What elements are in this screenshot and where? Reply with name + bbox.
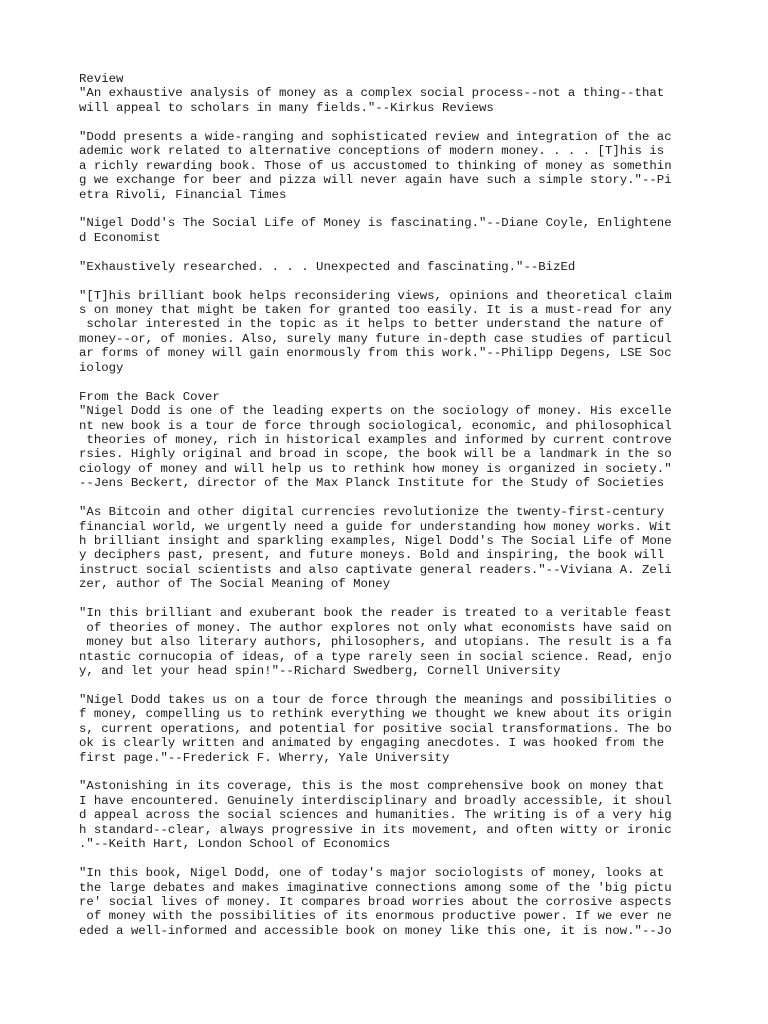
text-line: --Jens Beckert, director of the Max Planck Institute for the Study of Societies bbox=[79, 476, 665, 491]
text-line: money--or, of monies. Also, surely many future in-depth case studies of particul bbox=[79, 331, 672, 346]
text-line: rsies. Highly original and broad in scope, the book will be a landmark in the so bbox=[79, 447, 672, 462]
text-line: ntastic cornucopia of ideas, of a type rarely seen in social science. Read, enjo bbox=[79, 649, 672, 664]
document-body bbox=[79, 72, 699, 953]
text-line: s, current operations, and potential for positive social transformations. The bo bbox=[79, 721, 672, 736]
text-line: first page."--Frederick F. Wherry, Yale University bbox=[79, 750, 450, 765]
paragraph-zelizer-review bbox=[79, 505, 699, 592]
text-line: ar forms of money will gain enormously from this work."--Philipp Degens, LSE Soc bbox=[79, 346, 672, 361]
paragraph-financial-times-review bbox=[79, 130, 699, 202]
text-line: the large debates and makes imaginative connections among some of the 'big pictu bbox=[79, 880, 672, 895]
text-line: "[T]his brilliant book helps reconsidering views, opinions and theoretical claim bbox=[79, 288, 672, 303]
text-line: I have encountered. Genuinely interdisciplinary and broadly accessible, it shoul bbox=[79, 793, 672, 808]
text-line: s on money that might be taken for granted too easily. It is a must-read for any bbox=[79, 303, 672, 317]
paragraph-coyle-review bbox=[79, 216, 699, 245]
text-line: "Nigel Dodd takes us on a tour de force through the meanings and possibilities o bbox=[79, 692, 672, 707]
text-line: ciology of money and will help us to rethink how money is organized in society." bbox=[79, 461, 672, 476]
text-line: "As Bitcoin and other digital currencies revolutionize the twenty-first-century bbox=[79, 505, 665, 520]
paragraph-swedberg-review bbox=[79, 606, 699, 678]
paragraph-wherry-review bbox=[79, 693, 699, 765]
text-line: instruct social scientists and also captivate general readers."--Viviana A. Zeli bbox=[79, 562, 672, 577]
text-line: ok is clearly written and animated by engaging anecdotes. I was hooked from the bbox=[79, 736, 665, 751]
text-line: "In this book, Nigel Dodd, one of today's major sociologists of money, looks at bbox=[79, 866, 665, 881]
text-line: "Astonishing in its coverage, this is the most comprehensive book on money that bbox=[79, 779, 665, 794]
text-line: will appeal to scholars in many fields."--Kirkus Reviews bbox=[79, 100, 494, 115]
text-line: d Economist bbox=[79, 230, 161, 245]
text-line: g we exchange for beer and pizza will never again have such a simple story."--Pi bbox=[79, 173, 672, 188]
text-line: h standard--clear, always progressive in its movement, and often witty or ironic bbox=[79, 822, 672, 837]
text-line: nt new book is a tour de force through sociological, economic, and philosophical bbox=[79, 418, 672, 433]
paragraph-bized-review bbox=[79, 260, 699, 274]
text-line: of money with the possibilities of its enormous productive power. If we ever ne bbox=[79, 909, 672, 924]
text-line: "An exhaustive analysis of money as a complex social process--not a thing--that bbox=[79, 86, 665, 101]
text-line: d appeal across the social sciences and humanities. The writing is of a very hig bbox=[79, 808, 672, 823]
text-line: y, and let your head spin!"--Richard Swedberg, Cornell University bbox=[79, 663, 561, 678]
text-line: money but also literary authors, philosophers, and utopians. The result is a fa bbox=[79, 635, 672, 650]
text-line: ademic work related to alternative conceptions of modern money. . . . [T]his is bbox=[79, 144, 665, 159]
text-line: "Dodd presents a wide-ranging and sophisticated review and integration of the ac bbox=[79, 129, 672, 144]
text-line: of theories of money. The author explores not only what economists have said on bbox=[79, 620, 672, 635]
text-line: "Exhaustively researched. . . . Unexpected and fascinating."--BizEd bbox=[79, 259, 576, 274]
text-line: theories of money, rich in historical examples and informed by current controve bbox=[79, 432, 672, 447]
text-line: etra Rivoli, Financial Times bbox=[79, 187, 287, 202]
text-line: financial world, we urgently need a guide for understanding how money works. Wit bbox=[79, 519, 672, 534]
text-line: "In this brilliant and exuberant book the reader is treated to a veritable feast bbox=[79, 606, 672, 621]
paragraph-final-review bbox=[79, 866, 699, 938]
text-line: eded a well-informed and accessible book on money like this one, it is now."--Jo bbox=[79, 923, 672, 938]
text-line: zer, author of The Social Meaning of Money bbox=[79, 577, 391, 592]
text-line: Review bbox=[79, 72, 124, 86]
text-line: iology bbox=[79, 360, 124, 375]
text-line: scholar interested in the topic as it helps to better understand the nature of bbox=[79, 317, 665, 332]
text-line: "Nigel Dodd's The Social Life of Money is fascinating."--Diane Coyle, Enlightene bbox=[79, 216, 672, 231]
paragraph-degens-review bbox=[79, 289, 699, 376]
text-line: ."--Keith Hart, London School of Economics bbox=[79, 837, 391, 852]
paragraph-kirkus-review bbox=[79, 72, 699, 115]
text-line: a richly rewarding book. Those of us accustomed to thinking of money as somethin bbox=[79, 158, 672, 173]
text-line: f money, compelling us to rethink everything we thought we knew about its origin bbox=[79, 707, 672, 722]
text-line: re' social lives of money. It compares broad worries about the corrosive aspects bbox=[79, 894, 672, 909]
text-line: h brilliant insight and sparkling examples, Nigel Dodd's The Social Life of Mone bbox=[79, 534, 672, 548]
text-line: y deciphers past, present, and future moneys. Bold and inspiring, the book will bbox=[79, 548, 665, 563]
paragraph-hart-review bbox=[79, 779, 699, 851]
text-line: From the Back Cover bbox=[79, 389, 220, 404]
paragraph-back-cover-beckert bbox=[79, 390, 699, 491]
text-line: "Nigel Dodd is one of the leading experts on the sociology of money. His excelle bbox=[79, 404, 672, 419]
